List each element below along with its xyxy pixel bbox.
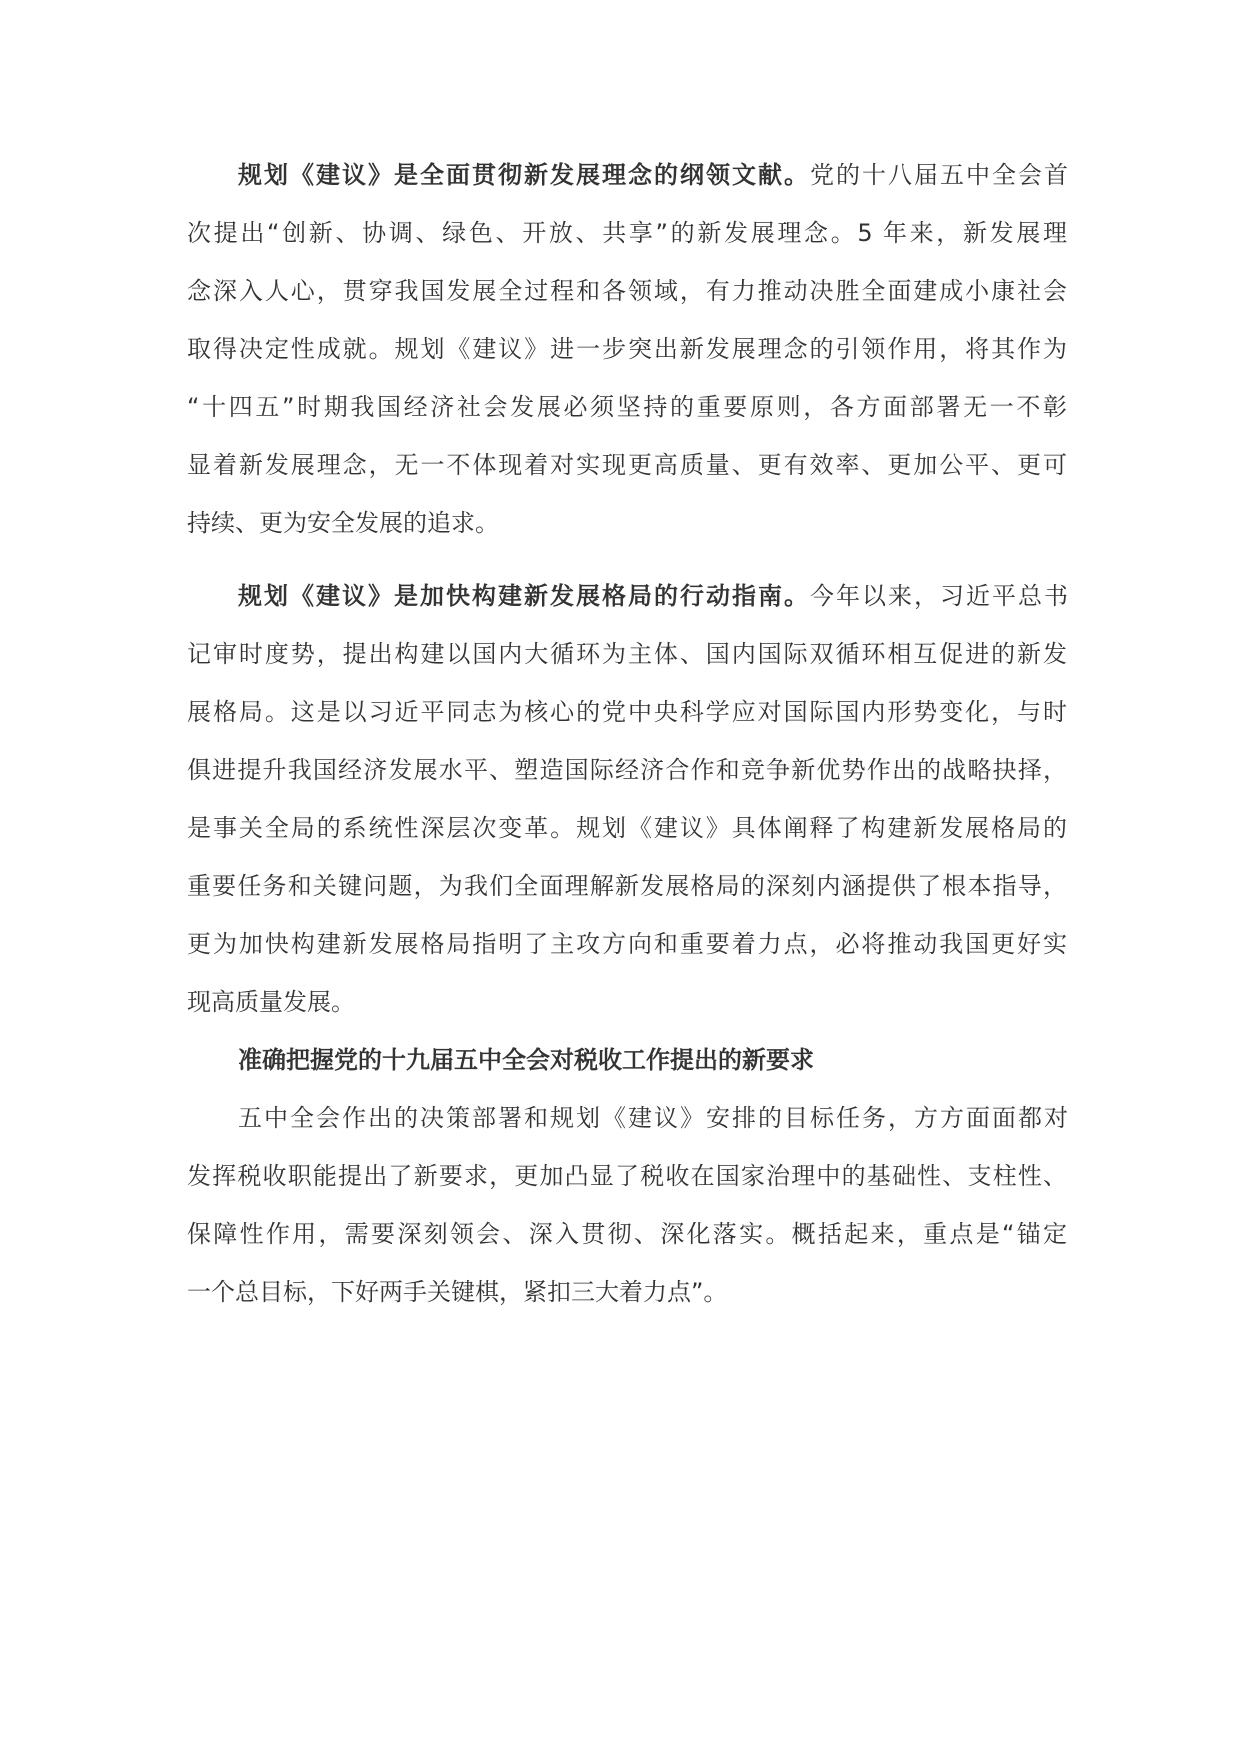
paragraph-1-line-3: 念深入人心，贯穿我国发展全过程和各领域，有力推动决胜全面建成小康社会 [187, 277, 1067, 305]
paragraph-2-line-1 [238, 576, 1068, 616]
paragraph-2-line-1-text: 今年以来，习近平总书 [810, 582, 1068, 610]
paragraph-1-line-4: 取得决定性成就。规划《建议》进一步突出新发展理念的引领作用，将其作为 [187, 335, 1067, 363]
section-heading: 准确把握党的十九届五中全会对税收工作提出的新要求 [238, 1046, 814, 1074]
closing-paragraph-line-3: 保障性作用，需要深刻领会、深入贯彻、深化落实。概括起来，重点是“锚定 [187, 1220, 1067, 1248]
paragraph-1-line-5: “十四五”时期我国经济社会发展必须坚持的重要原则，各方面部署无一不彰 [187, 393, 1067, 421]
closing-paragraph-line-2: 发挥税收职能提出了新要求，更加凸显了税收在国家治理中的基础性、支柱性、 [187, 1162, 1067, 1190]
paragraph-1-line-1-text: 党的十八届五中全会首 [810, 161, 1068, 189]
closing-paragraph-line-4: 一个总目标，下好两手关键棋，紧扣三大着力点”。 [187, 1278, 728, 1306]
paragraph-1-line-2: 次提出“创新、协调、绿色、开放、共享”的新发展理念。5 年来，新发展理 [187, 219, 1067, 247]
paragraph-2-lead-bold: 规划《建议》是加快构建新发展格局的行动指南。 [238, 582, 810, 610]
paragraph-2-line-3: 展格局。这是以习近平同志为核心的党中央科学应对国际国内形势变化，与时 [187, 698, 1067, 726]
paragraph-2-line-8: 现高质量发展。 [187, 988, 355, 1016]
closing-paragraph-line-1: 五中全会作出的决策部署和规划《建议》安排的目标任务，方方面面都对 [238, 1104, 1068, 1132]
paragraph-1-line-6: 显着新发展理念，无一不体现着对实现更高质量、更有效率、更加公平、更可 [187, 451, 1067, 479]
paragraph-2-line-4: 俱进提升我国经济发展水平、塑造国际经济合作和竞争新优势作出的战略抉择， [187, 756, 1067, 784]
paragraph-2-line-2: 记审时度势，提出构建以国内大循环为主体、国内国际双循环相互促进的新发 [187, 640, 1067, 668]
paragraph-1-lead-bold: 规划《建议》是全面贯彻新发展理念的纲领文献。 [238, 161, 810, 189]
paragraph-2-line-7: 更为加快构建新发展格局指明了主攻方向和重要着力点，必将推动我国更好实 [187, 930, 1067, 958]
paragraph-1-line-1 [238, 155, 1068, 195]
paragraph-1-line-7: 持续、更为安全发展的追求。 [187, 509, 499, 537]
paragraph-2-line-5: 是事关全局的系统性深层次变革。规划《建议》具体阐释了构建新发展格局的 [187, 814, 1067, 842]
paragraph-2-line-6: 重要任务和关键问题，为我们全面理解新发展格局的深刻内涵提供了根本指导， [187, 872, 1067, 900]
